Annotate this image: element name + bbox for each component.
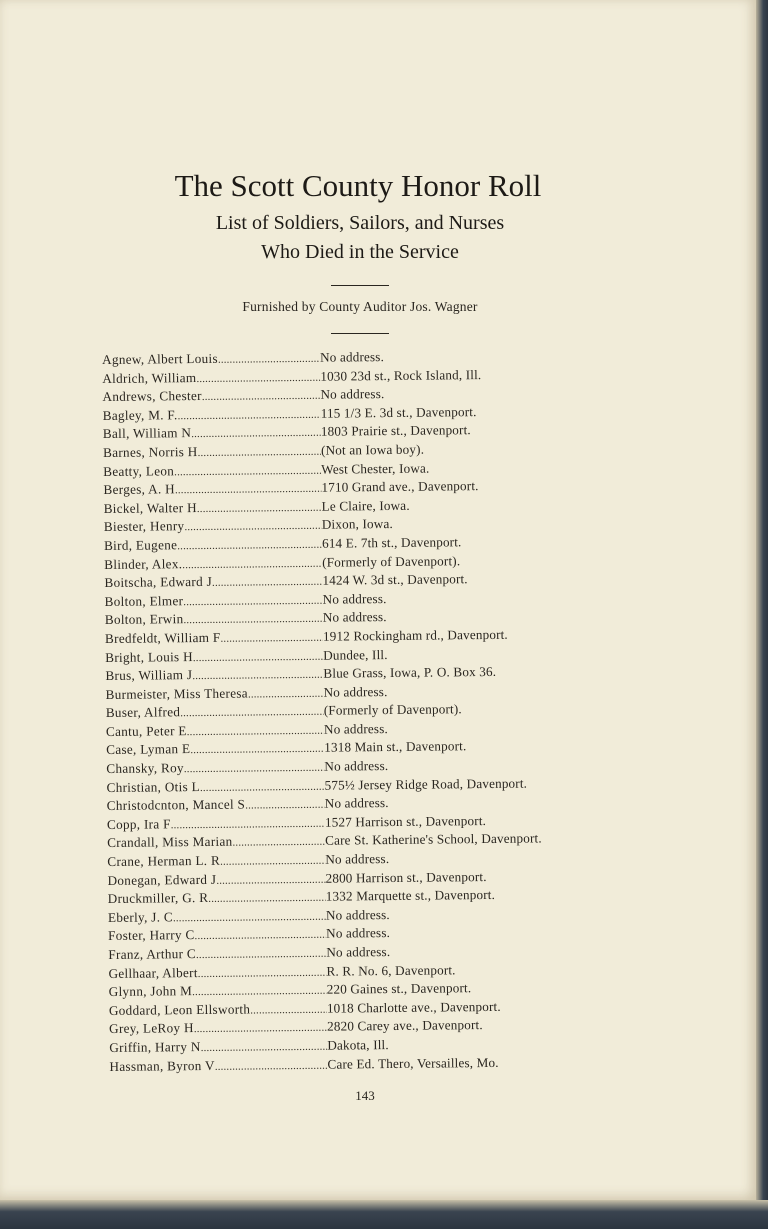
dot-leader	[198, 962, 327, 982]
entry-name: Berges, A. H	[103, 481, 176, 498]
entry-address: Care Ed. Thero, Versailles, Mo.	[327, 1054, 499, 1072]
entry-name-cell	[107, 832, 325, 853]
entry-name: Ball, William N	[102, 425, 192, 442]
entry-address: 575½ Jersey Ridge Road, Davenport.	[324, 775, 528, 793]
credit-line: Furnished by County Auditor Jos. Wagner	[242, 299, 478, 314]
entry-name-cell	[104, 516, 322, 537]
entry-name-cell	[107, 869, 325, 890]
dot-leader	[192, 981, 327, 1001]
entry-name: Christodcnton, Mancel S	[106, 796, 246, 814]
entry-address: No address.	[323, 683, 388, 700]
entry-name-cell	[104, 572, 322, 593]
dot-leader	[197, 442, 321, 462]
entry-name: Donegan, Edward J	[107, 871, 217, 888]
entry-name-cell	[108, 906, 326, 927]
dot-leader	[202, 386, 321, 406]
entry-name: Goddard, Leon Ellsworth	[108, 1001, 251, 1018]
entry-name: Andrews, Chester	[102, 388, 202, 405]
entry-name: Biester, Henry	[103, 518, 185, 535]
entry-name-cell	[109, 1037, 327, 1058]
entry-name: Aldrich, William	[102, 369, 197, 386]
entry-address: 1424 W. 3d st., Davenport.	[322, 571, 468, 588]
entry-name: Gellhaar, Albert	[108, 964, 198, 981]
dot-leader	[196, 944, 327, 964]
entry-name: Bird, Eugene	[103, 537, 178, 553]
entry-name: Copp, Ira F	[106, 816, 171, 832]
entry-name: Grey, LeRoy H	[109, 1020, 194, 1037]
dot-leader	[183, 590, 323, 610]
entry-address: Dixon, Iowa.	[321, 516, 393, 533]
dot-leader	[183, 609, 323, 629]
subtitle-line-1: List of Soldiers, Sailors, and Nurses	[215, 212, 505, 234]
entry-name-cell	[104, 497, 322, 518]
entry-name: Bickel, Walter H	[103, 499, 197, 516]
dot-leader	[173, 906, 326, 926]
subtitle-line-2: Who Died in the Service	[261, 241, 459, 263]
entry-name: Beatty, Leon	[103, 462, 175, 479]
dot-leader	[192, 665, 323, 685]
entry-name-cell	[109, 981, 327, 1002]
entry-name: Barnes, Norris H	[102, 443, 198, 460]
dot-leader	[232, 832, 325, 852]
entry-name: Blinder, Alex.	[104, 555, 183, 572]
entry-address: (Formerly of Davenport).	[323, 701, 462, 718]
entry-address: 614 E. 7th st., Davenport.	[321, 534, 462, 551]
dot-leader	[197, 497, 322, 517]
entry-address: 1318 Main st., Davenport.	[324, 738, 467, 756]
entry-name: Cantu, Peter E	[105, 723, 187, 739]
dot-leader	[215, 1055, 328, 1075]
entry-address: R. R. No. 6, Davenport.	[326, 961, 456, 979]
entry-name: Burmeister, Miss Theresa	[105, 685, 248, 702]
dot-leader	[201, 1037, 328, 1057]
list-item	[109, 1052, 609, 1076]
entry-address: No address.	[319, 349, 385, 365]
entry-name: Bagley, M. F.	[102, 406, 178, 423]
entry-address: No address.	[322, 590, 387, 607]
dot-leader	[200, 776, 325, 796]
entry-address: Le Claire, Iowa.	[321, 497, 410, 514]
entry-name: Druckmiller, G. R	[107, 890, 209, 907]
entry-name-cell	[104, 553, 322, 574]
entry-name-cell	[105, 609, 323, 630]
entry-address: No address.	[326, 944, 391, 960]
dot-leader	[177, 404, 320, 424]
divider-rule	[331, 333, 389, 334]
entry-name-cell	[102, 386, 320, 407]
entry-address: 1912 Rockingham rd., Davenport.	[322, 626, 508, 644]
entry-name-cell	[103, 442, 321, 463]
entry-name: Glynn, John M	[108, 983, 193, 1000]
dot-leader	[191, 423, 321, 443]
dot-leader	[177, 535, 322, 555]
entry-name-cell	[108, 925, 326, 946]
dot-leader	[245, 795, 325, 814]
entry-name: Buser, Alfred	[105, 704, 181, 721]
entry-address: No address.	[324, 758, 389, 774]
entry-address: Dakota, Ill.	[327, 1037, 389, 1053]
dot-leader	[174, 460, 321, 480]
entry-name: Bolton, Erwin	[104, 611, 184, 628]
dot-leader	[196, 367, 320, 387]
dot-leader	[194, 925, 326, 945]
dot-leader	[187, 721, 324, 741]
entry-name-cell	[105, 646, 323, 667]
book-bottom-edge	[0, 1200, 768, 1229]
entry-name-cell	[106, 721, 324, 742]
entry-name: Case, Lyman E	[106, 741, 191, 758]
entry-address: 1710 Grand ave., Davenport.	[321, 478, 479, 495]
entry-name-cell	[106, 683, 324, 704]
entry-name-cell	[103, 479, 321, 500]
entry-name-cell	[104, 535, 322, 556]
entry-name-cell	[105, 665, 323, 686]
entry-name-cell	[107, 851, 325, 872]
entry-address: 220 Gaines st., Davenport.	[326, 980, 472, 997]
entry-name: Chansky, Roy	[106, 760, 184, 777]
entry-name-cell	[105, 628, 323, 649]
entry-name: Brus, William J	[105, 667, 193, 684]
entry-name: Franz, Arthur C	[108, 946, 197, 962]
entry-address: No address.	[320, 386, 385, 402]
entry-name: Eberly, J. C	[107, 909, 174, 925]
entry-address: 1527 Harrison st., Davenport.	[324, 812, 487, 830]
dot-leader	[220, 851, 325, 871]
entry-address: 1332 Marquette st., Davenport.	[325, 887, 496, 904]
entry-name-cell	[107, 814, 325, 835]
entry-address: No address.	[325, 906, 390, 923]
entry-name-cell	[103, 423, 321, 444]
entry-name-cell	[106, 776, 324, 797]
entry-address: (Formerly of Davenport).	[322, 552, 461, 570]
entry-name: Bredfeldt, William F	[104, 629, 221, 646]
entry-name-cell	[102, 349, 320, 370]
entry-name-cell	[109, 999, 327, 1020]
dot-leader	[180, 702, 324, 722]
entry-name-cell	[108, 962, 326, 983]
dot-leader	[208, 888, 326, 908]
page-number: 143	[355, 1088, 375, 1103]
page-title: The Scott County Honor Roll	[174, 168, 542, 203]
dot-leader	[216, 869, 325, 889]
entry-name-cell	[103, 404, 321, 425]
entry-name-cell	[106, 702, 324, 723]
dot-leader	[218, 349, 320, 369]
entry-name: Foster, Harry C	[108, 927, 195, 944]
entry-name-cell	[105, 590, 323, 611]
dot-leader	[182, 553, 322, 573]
entry-name: Boitscha, Edward J	[104, 573, 213, 591]
dot-leader	[193, 646, 324, 666]
entry-name-cell	[102, 367, 320, 388]
entry-name: Crandall, Miss Marian	[107, 834, 233, 851]
entry-name-cell	[108, 944, 326, 965]
book-spine-edge	[756, 0, 768, 1229]
dot-leader	[250, 999, 327, 1018]
entry-address: No address.	[325, 851, 390, 867]
entry-address: Dundee, Ill.	[323, 646, 388, 663]
entry-name: Bolton, Elmer	[104, 592, 184, 609]
divider-rule	[331, 285, 389, 286]
entry-address: 2820 Carey ave., Davenport.	[327, 1017, 483, 1035]
entry-address: No address.	[323, 720, 388, 737]
dot-leader	[171, 814, 325, 834]
dot-leader	[220, 628, 323, 648]
entry-address: No address.	[326, 925, 391, 942]
entry-name-cell	[109, 1018, 327, 1039]
entry-name-cell	[106, 758, 324, 779]
entry-address: 2800 Harrison st., Davenport.	[325, 868, 487, 886]
dot-leader	[248, 683, 324, 702]
entry-name-cell	[108, 888, 326, 909]
entry-address: 1030 23d st., Rock Island, Ill.	[320, 366, 482, 384]
entry-name: Griffin, Harry N	[109, 1038, 201, 1055]
honor-roll-list	[102, 346, 610, 1076]
entry-name: Agnew, Albert Louis	[102, 350, 218, 367]
entry-name: Hassman, Byron V	[109, 1057, 215, 1074]
entry-name-cell	[107, 795, 325, 816]
entry-name-cell	[106, 739, 324, 760]
entry-name: Crane, Herman L. R	[107, 852, 221, 870]
entry-address: Blue Grass, Iowa, P. O. Box 36.	[323, 663, 497, 681]
entry-name: Bright, Louis H	[105, 648, 193, 665]
dot-leader	[212, 572, 323, 592]
entry-address: 115 1/3 E. 3d st., Davenport.	[320, 403, 477, 421]
dot-leader	[184, 516, 322, 536]
dot-leader	[175, 479, 322, 499]
dot-leader	[194, 1018, 327, 1038]
entry-address: (Not an Iowa boy).	[320, 441, 425, 458]
entry-address: West Chester, Iowa.	[321, 460, 430, 477]
entry-name-cell	[103, 460, 321, 481]
entry-address: 1803 Prairie st., Davenport.	[320, 422, 471, 440]
entry-address: Care St. Katherine's School, Davenport.	[325, 830, 542, 849]
entry-address: No address.	[322, 609, 387, 626]
dot-leader	[184, 758, 325, 778]
entry-address: 1018 Charlotte ave., Davenport.	[326, 998, 501, 1016]
entry-address: No address.	[324, 795, 389, 811]
entry-name: Christian, Otis L	[106, 778, 201, 795]
dot-leader	[190, 739, 324, 759]
entry-name-cell	[109, 1055, 327, 1076]
